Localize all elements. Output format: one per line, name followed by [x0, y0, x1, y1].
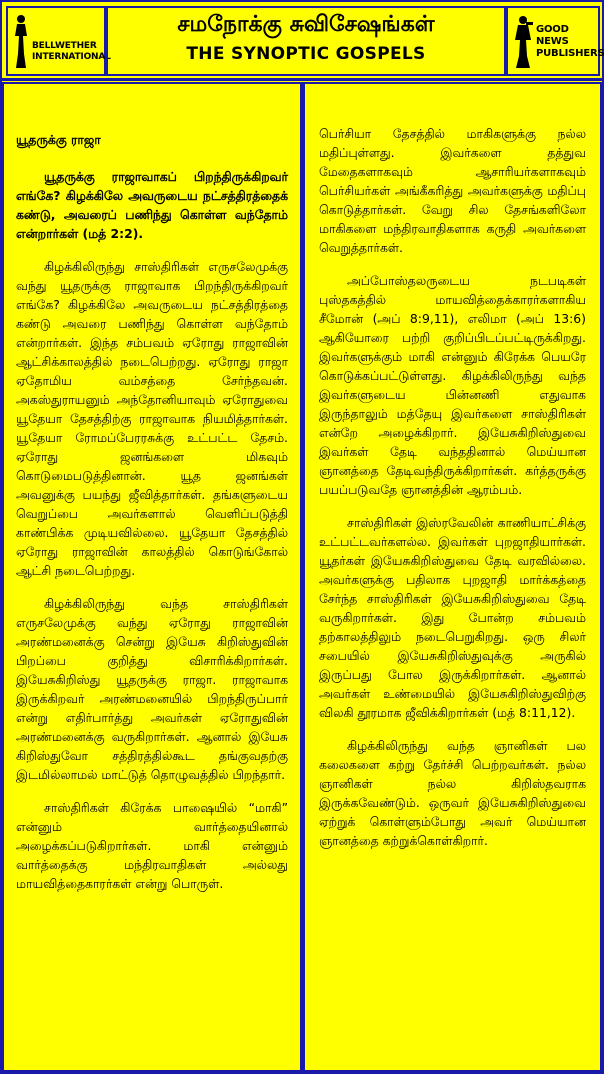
header — [2, 2, 602, 81]
section-title: யூதருக்கு ராஜா — [16, 132, 101, 147]
bellwether-logo-line1: BELLWETHER — [32, 41, 97, 51]
lead-paragraph: யூதருக்கு ராஜாவாகப் பிறந்திருக்கிறவர் எங்கே? கிழக்கிலே அவருடைய நட்சத்திரத்தைக் கண்டு, அவரைப் பணிந்து கொள்ள வந்தோம் என்றார்கள் (மத் 2:2). — [16, 169, 288, 241]
left-paragraph-1: கிழக்கிலிருந்து சாஸ்திரிகள் எருசலேமுக்கு வந்து யூதருக்கு ராஜாவாக பிறந்திருக்கிறவர் எங்கே? கிழக்கிலே அவருடைய நட்சத்திரத்தை கண்டு அவரை பணிந்து கொள்ள வந்தோம் என்றார்கள். இந்த சம்பவம் ஏரோது ராஜாவின் ஆட்சிக்காலத்தில் நடைபெற்றது. ஏரோது ராஜா ஏதோமிய வம்சத்தை சேர்ந்தவன். அகஸ்துராயனும் அந்தோனியாவும் ஏரோதுவை யூதேயா தேசத்திற்கு ராஜாவாக நியமித்தார்கள். யூதேயா ரோமப்பேரரசுக்கு உட்பட்ட தேசம். ஏரோது ஜனங்களை மிகவும் கொடுமைபடுத்தினான். யூத ஜனங்கள் அவனுக்கு பயந்து ஜீவித்தார்கள். தங்களுடைய வெறுப்பை அவர்களால் வெளிப்படுத்தி காண்பிக்க முடியவில்லை. யூதேயா தேசத்தில் ஏரோது ராஜாவின் காலத்தில் கொடுங்கோல் ஆட்சி நடைபெற்றது. — [16, 259, 288, 578]
good-news-logo-text — [536, 24, 604, 60]
good-news-figure-icon — [512, 14, 534, 70]
page-title-english: THE SYNOPTIC GOSPELS — [186, 44, 426, 64]
left-column — [2, 82, 302, 1072]
good-news-logo — [506, 6, 604, 76]
good-news-logo-line1: GOOD NEWS — [536, 24, 569, 47]
right-column — [302, 82, 602, 1072]
good-news-logo-line2: PUBLISHERS — [536, 48, 604, 59]
page-title-tamil: சமநோக்கு சுவிசேஷங்கள் — [177, 12, 435, 37]
right-paragraph-4: கிழக்கிலிருந்து வந்த ஞானிகள் பல கலைகளை கற்று தேர்ச்சி பெற்றவர்கள். நல்ல ஞானிகள் நல்ல கிறிஸ்தவராக இருக்கவேண்டும். ஒருவர் இயேசுகிறிஸ்துவை ஏற்றுக் கொள்ளும்போது அவர் மெய்யான ஞானத்தை கற்றுக்கொள்கிறார். — [319, 738, 586, 848]
content-columns — [2, 82, 602, 1072]
left-paragraph-2: கிழக்கிலிருந்து வந்த சாஸ்திரிகள் எருசலேமுக்கு வந்து ஏரோது ராஜாவின் அரண்மனைக்கு சென்று இயேசு கிறிஸ்துவின் பிறப்பை குறித்து விசாரிக்கிறார்கள். இயேசுகிறிஸ்து யூதருக்கு ராஜா. ராஜாவாக இருக்கிறவர் அரண்மனையில் பிறந்திருப்பார் என்று எதிர்பார்த்து அவர்கள் ஏரோதுவின் அரண்மனைக்கு வருகிறார்கள். ஆனால் இயேசு கிறிஸ்துவோ சத்திரத்தில்கூட தங்குவதற்கு இடமில்லாமல் மாட்டுத் தொழுவத்தில் பிறந்தார். — [16, 596, 288, 782]
right-paragraph-2: அப்போஸ்தலருடைய நடபடிகள் புஸ்தகத்தில் மாயவித்தைக்காரர்களாகிய சீமோன் (அப் 8:9,11), எலிமா (அப் 13:6) ஆகியோரை பற்றி குறிப்பிடப்பட்டிருக்கிறது. இவர்களுக்கும் மாகி என்னும் கிரேக்க பெயரே கொடுக்கப்பட்டுள்ளது. கிழக்கிலிருந்து வந்த இவர்களுடைய பின்னணி எதுவாக இருந்தாலும் மத்தேயு இவர்களை சாஸ்திரிகள் என்றே அழைக்கிறார். இயேசுகிறிஸ்துவை இவர்கள் தேடி வந்ததினால் மெய்யான ஞானத்தை தேடிவந்திருக்கிறார்கள். கர்த்தருக்கு பயப்படுவதே ஞானத்தின் ஆரம்பம். — [319, 273, 586, 497]
bellwether-logo — [6, 6, 111, 76]
right-paragraph-1: பெர்சியா தேசத்தில் மாகிகளுக்கு நல்ல மதிப்புள்ளது. இவர்களை தத்துவ மேதைகளாகவும் ஆசாரியர்களாகவும் பெர்சியர்கள் அங்கீகரித்து அவர்களுக்கு மதிப்பு கொடுத்தார்கள். வேறு சில தேசங்களிலோ மாகிகளை மந்திரவாதிகளாக கருதி அவர்களை வெறுத்தார்கள். — [319, 126, 586, 255]
left-paragraph-3: சாஸ்திரிகள் கிரேக்க பாஷையில் “மாகி” என்னும் வார்த்தையினால் அழைக்கப்படுகிறார்கள். மாகி என்னும் வார்த்தைக்கு மந்திரவாதிகள் அல்லது மாயவித்தைகாரர்கள் என்று பொருள். — [16, 800, 288, 891]
bellwether-figure-icon — [12, 14, 30, 70]
bellwether-logo-line2: INTERNATIONAL — [32, 52, 111, 62]
title-box — [106, 6, 506, 76]
right-paragraph-3: சாஸ்திரிகள் இஸ்ரவேலின் காணியாட்சிக்கு உட்பட்டவர்களல்ல. இவர்கள் புறஜாதியார்கள். யூதர்கள் இயேசுகிறிஸ்துவை தேடி வரவில்லை. அவர்களுக்கு பதிலாக புறஜாதி மார்க்கத்தை சேர்ந்த சாஸ்திரிகள் இயேசுகிறிஸ்துவை தேடி வருகிறார்கள். இது போன்ற சம்பவம் தற்காலத்திலும் நடைபெறுகிறது. ஒரு சிலர் சபையில் இயேசுகிறிஸ்துவுக்கு அருகில் இருப்பது போல இருக்கிறார்கள். ஆனால் அவர்கள் உண்மையில் இயேசுகிறிஸ்துவிற்கு விலகி தூரமாக ஜீவிக்கிறார்கள் (மத் 8:11,12). — [319, 515, 586, 720]
bellwether-logo-text — [32, 41, 111, 63]
